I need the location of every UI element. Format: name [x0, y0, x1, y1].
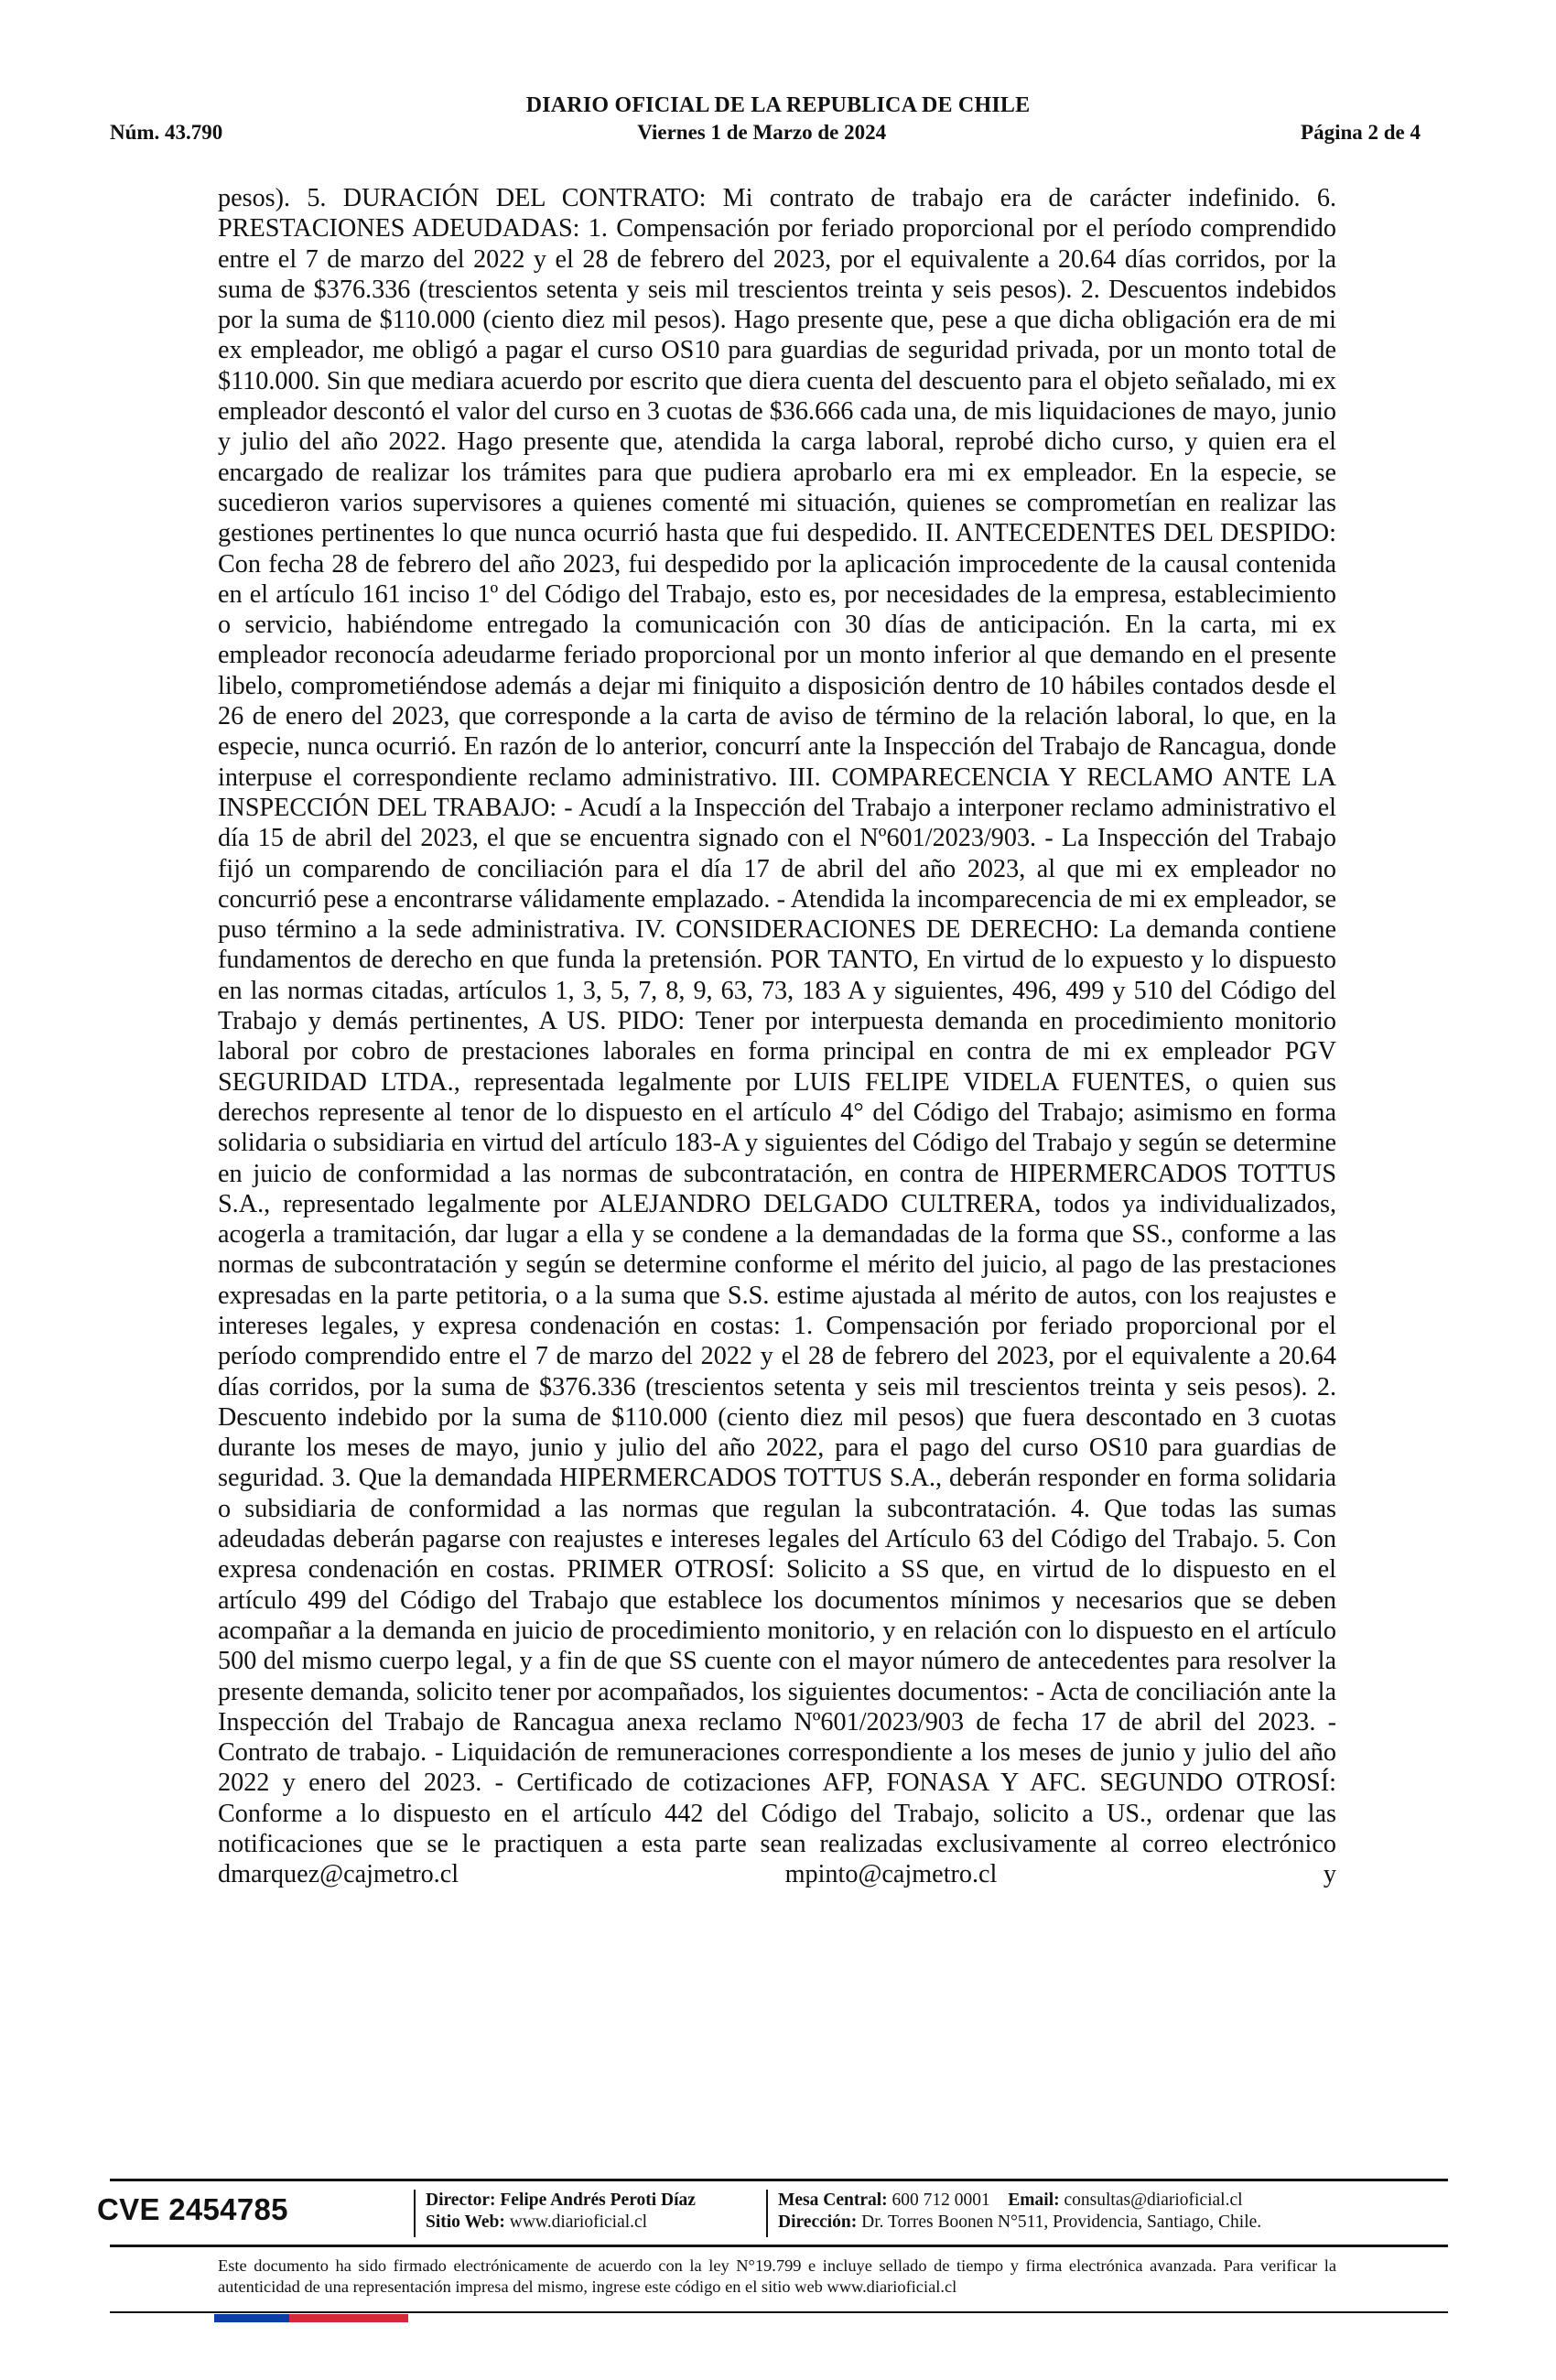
page-number: Página 2 de 4	[1301, 121, 1421, 144]
footer-middle-rule	[110, 2245, 1448, 2247]
signature-note: Este documento ha sido firmado electrónicamente de acuerdo con la ley N°19.799 e incluye sellado de tiempo y firma electrónica avanzada. Para verificar la autenticidad de una representación impresa del mismo, ingrese este código en el sitio web www.diarioficial.cl	[218, 2256, 1336, 2296]
footer-top-rule	[110, 2179, 1448, 2181]
body-paragraph: pesos). 5. DURACIÓN DEL CONTRATO: Mi contrato de trabajo era de carácter indefinido. 6. PRESTACIONES ADEUDADAS: 1. Compensación por feriado proporcional por el período comprendido entre el 7 de marzo del 2022 y el 28 de febrero del 2023, por el equivalente a 20.64 días corridos, por la suma de $376.336 (trescientos setenta y seis mil trescientos treinta y seis pesos). 2. Descuentos indebidos por la suma de $110.000 (ciento diez mil pesos). Hago presente que, pese a que dicha obligación era de mi ex empleador, me obligó a pagar el curso OS10 para guardias de seguridad privada, por un monto total de $110.000. Sin que mediara acuerdo por escrito que diera cuenta del descuento para el objeto señalado, mi ex empleador descontó el valor del curso en 3 cuotas de $36.666 cada una, de mis liquidaciones de mayo, junio y julio del año 2022. Hago presente que, atendida la carga laboral, reprobé dicho curso, y quien era el encargado de realizar los trámites para que pudiera aprobarlo era mi ex empleador. En la especie, se sucedieron varios supervisores a quienes comenté mi situación, quienes se comprometían en realizar las gestiones pertinentes lo que nunca ocurrió hasta que fui despedido. II. ANTECEDENTES DEL DESPIDO: Con fecha 28 de febrero del año 2023, fui despedido por la aplicación improcedente de la causal contenida en el artículo 161 inciso 1º del Código del Trabajo, esto es, por necesidades de la empresa, establecimiento o servicio, habiéndome entregado la comunicación con 30 días de anticipación. En la carta, mi ex empleador reconocía adeudarme feriado proporcional por un monto inferior al que demando en el presente libelo, comprometiéndose además a dejar mi finiquito a disposición dentro de 10 hábiles contados desde el 26 de enero del 2023, que corresponde a la carta de aviso de término de la relación laboral, lo que, en la especie, nunca ocurrió. En razón de lo anterior, concurrí ante la Inspección del Trabajo de Rancagua, donde interpuse el correspondiente reclamo administrativo. III. COMPARECENCIA Y RECLAMO ANTE LA INSPECCIÓN DEL TRABAJO: - Acudí a la Inspección del Trabajo a interponer reclamo administrativo el día 15 de abril del 2023, el que se encuentra signado con el Nº601/2023/903. - La Inspección del Trabajo fijó un comparendo de conciliación para el día 17 de abril del año 2023, al que mi ex empleador no concurrió pese a encontrarse válidamente emplazado. - Atendida la incomparecencia de mi ex empleador, se puso término a la sede administrativa. IV. CONSIDERACIONES DE DERECHO: La demanda contiene fundamentos de derecho en que funda la pretensión. POR TANTO, En virtud de lo expuesto y lo dispuesto en las normas citadas, artículos 1, 3, 5, 7, 8, 9, 63, 73, 183 A y siguientes, 496, 499 y 510 del Código del Trabajo y demás pertinentes, A US. PIDO: Tener por interpuesta demanda en procedimiento monitorio laboral por cobro de prestaciones laborales en forma principal en contra de mi ex empleador PGV SEGURIDAD LTDA., representada legalmente por LUIS FELIPE VIDELA FUENTES, o quien sus derechos represente al tenor de lo dispuesto en el artículo 4° del Código del Trabajo; asimismo en forma solidaria o subsidiaria en virtud del artículo 183-A y siguientes del Código del Trabajo y según se determine en juicio de conformidad a las normas de subcontratación, en contra de HIPERMERCADOS TOTTUS S.A., representado legalmente por ALEJANDRO DELGADO CULTRERA, todos ya individualizados, acogerla a tramitación, dar lugar a ella y se condene a la demandadas de la forma que SS., conforme a las normas de subcontratación y según se determine conforme el mérito del juicio, al pago de las prestaciones expresadas en la parte petitoria, o a la suma que S.S. estime ajustada al mérito de autos, con los reajustes e intereses legales, y expresa condenación en costas: 1. Compensación por feriado proporcional por el período comprendido entre el 7 de marzo del 2022 y el 28 de febrero del 2023, por el equivalente a 20.64 días corridos, por la suma de $376.336 (trescientos setenta y seis mil trescientos treinta y seis pesos). 2. Descuento indebido por la suma de $110.000 (ciento diez mil pesos) que fuera descontado en 3 cuotas durante los meses de mayo, junio y julio del año 2022, para el pago del curso OS10 para guardias de seguridad. 3. Que la demandada HIPERMERCADOS TOTTUS S.A., deberán responder en forma solidaria o subsidiaria de conformidad a las normas que regulan la subcontratación. 4. Que todas las sumas adeudadas deberán pagarse con reajustes e intereses legales del Artículo 63 del Código del Trabajo. 5. Con expresa condenación en costas. PRIMER OTROSÍ: Solicito a SS que, en virtud de lo dispuesto en el artículo 499 del Código del Trabajo que establece los documentos mínimos y necesarios que se deben acompañar a la demanda en juicio de procedimiento monitorio, y en relación con lo dispuesto en el artículo 500 del mismo cuerpo legal, y a fin de que SS cuente con el mayor número de antecedentes para resolver la presente demanda, solicito tener por acompañados, los siguientes documentos: - Acta de conciliación ante la Inspección del Trabajo de Rancagua anexa reclamo Nº601/2023/903 de fecha 17 de abril del 2023. - Contrato de trabajo. - Liquidación de remuneraciones correspondiente a los meses de junio y julio del año 2022 y enero del 2023. - Certificado de cotizaciones AFP, FONASA Y AFC. SEGUNDO OTROSÍ: Conforme a lo dispuesto en el artículo 442 del Código del Trabajo, solicito a US., ordenar que las notificaciones que se le practiquen a esta parte sean realizadas exclusivamente al correo electrónico dmarquez@cajmetro.cl mpinto@cajmetro.cl y	[218, 184, 1336, 1889]
director-label: Director:	[426, 2191, 496, 2210]
web-label: Sitio Web:	[426, 2212, 505, 2232]
footer-contact-block	[778, 2190, 1261, 2234]
flag-blue-band	[214, 2314, 289, 2322]
flag-red-band	[289, 2314, 408, 2322]
publication-title: DIARIO OFICIAL DE LA REPUBLICA DE CHILE	[525, 93, 1031, 117]
footer-divider	[414, 2190, 416, 2237]
header-row	[110, 121, 1421, 145]
director-name: Felipe Andrés Peroti Díaz	[500, 2191, 696, 2210]
email-label: Email:	[1008, 2191, 1060, 2210]
flag-stripe	[214, 2314, 408, 2322]
footer-divider	[766, 2190, 768, 2237]
phone-value: 600 712 0001	[891, 2191, 990, 2210]
phone-label: Mesa Central:	[778, 2191, 888, 2210]
address-label: Dirección:	[778, 2212, 858, 2232]
address-value: Dr. Torres Boonen N°511, Providencia, Santiago, Chile.	[861, 2212, 1262, 2232]
issue-date: Viernes 1 de Marzo de 2024	[637, 121, 887, 144]
footer-bottom-rule	[110, 2311, 1448, 2313]
issue-number: Núm. 43.790	[110, 121, 223, 144]
email-link[interactable]: consultas@diarioficial.cl	[1064, 2191, 1243, 2210]
document-body	[218, 183, 1336, 1890]
footer-director-block	[426, 2190, 696, 2234]
web-link[interactable]: www.diarioficial.cl	[509, 2212, 648, 2232]
cve-code: CVE 2454785	[97, 2192, 288, 2226]
